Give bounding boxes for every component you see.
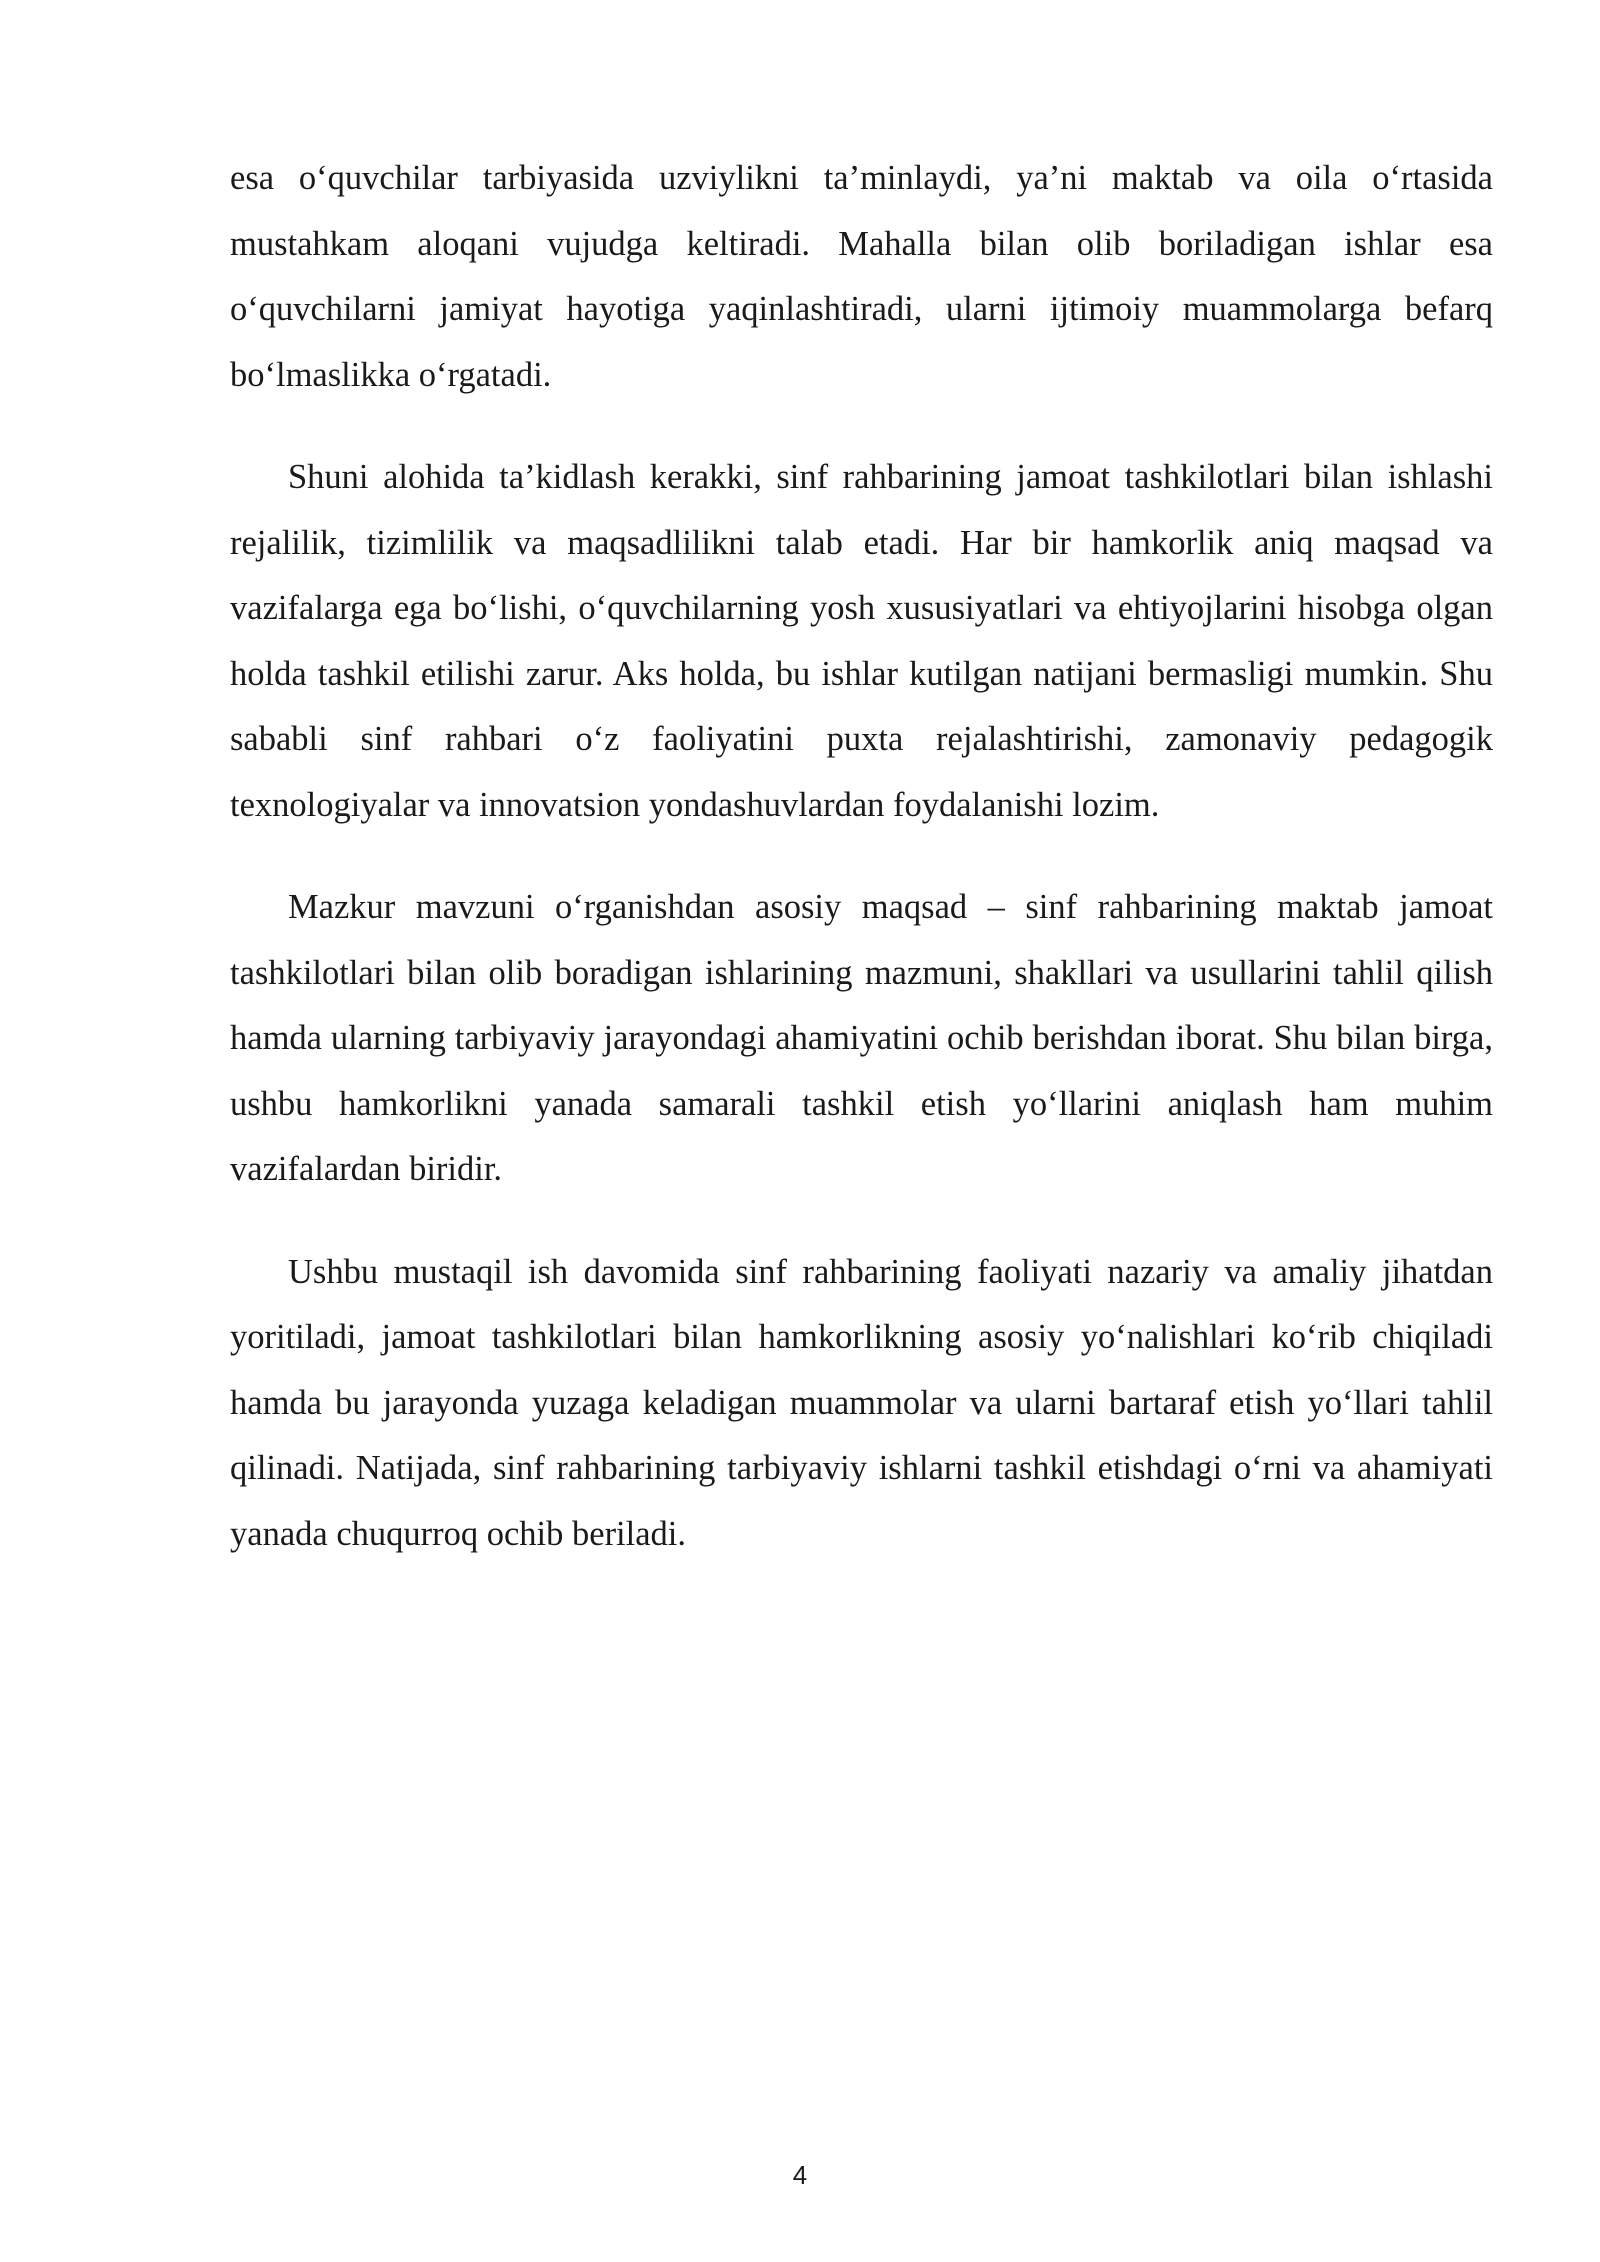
paragraph-continuation: esa o‘quvchilar tarbiyasida uzviylikni ta’minlaydi, ya’ni maktab va oila o‘rtasida mustahkam aloqani vujudga keltiradi. Mahalla bilan olib boriladigan ishlar esa o‘quvchilarni jamiyat hayotiga yaqinlashtiradi, ularni ijtimoiy muammolarga befarq bo‘lmaslikka o‘rgatadi. (230, 159, 1493, 394)
paragraph-planning: Shuni alohida ta’kidlash kerakki, sinf rahbarining jamoat tashkilotlari bilan ishlashi rejalilik, tizimlilik va maqsadlilikni talab etadi. Har bir hamkorlik aniq maqsad va vazifalarga ega bo‘lishi, o‘quvchilarning yosh xususiyatlari va ehtiyojlarini hisobga olgan holda tashkil etilishi zarur. Aks holda, bu ishlar kutilgan natijani bermasligi mumkin. Shu sababli sinf rahbari o‘z faoliyatini puxta rejalashtirishi, zamonaviy pedagogik texnologiyalar va innovatsion yondashuvlardan foydalanishi lozim. (230, 458, 1493, 824)
body-text (230, 146, 1493, 1604)
paragraph-summary: Ushbu mustaqil ish davomida sinf rahbarining faoliyati nazariy va amaliy jihatdan yoritiladi, jamoat tashkilotlari bilan hamkorlikning asosiy yo‘nalishlari ko‘rib chiqiladi hamda bu jarayonda yuzaga keladigan muammolar va ularni bartaraf etish yo‘llari tahlil qilinadi. Natijada, sinf rahbarining tarbiyaviy ishlarni tashkil etishdagi o‘rni va ahamiyati yanada chuqurroq ochib beriladi. (230, 1252, 1493, 1553)
page-number: 4 (792, 2160, 808, 2190)
paragraph-goal: Mazkur mavzuni o‘rganishdan asosiy maqsad – sinf rahbarining maktab jamoat tashkilotlari bilan olib boradigan ishlarining mazmuni, shakllari va usullarini tahlil qilish hamda ularning tarbiyaviy jarayondagi ahamiyatini ochib berishdan iborat. Shu bilan birga, ushbu hamkorlikni yanada samarali tashkil etish yo‘llarini aniqlash ham muhim vazifalardan biridir. (230, 888, 1493, 1188)
